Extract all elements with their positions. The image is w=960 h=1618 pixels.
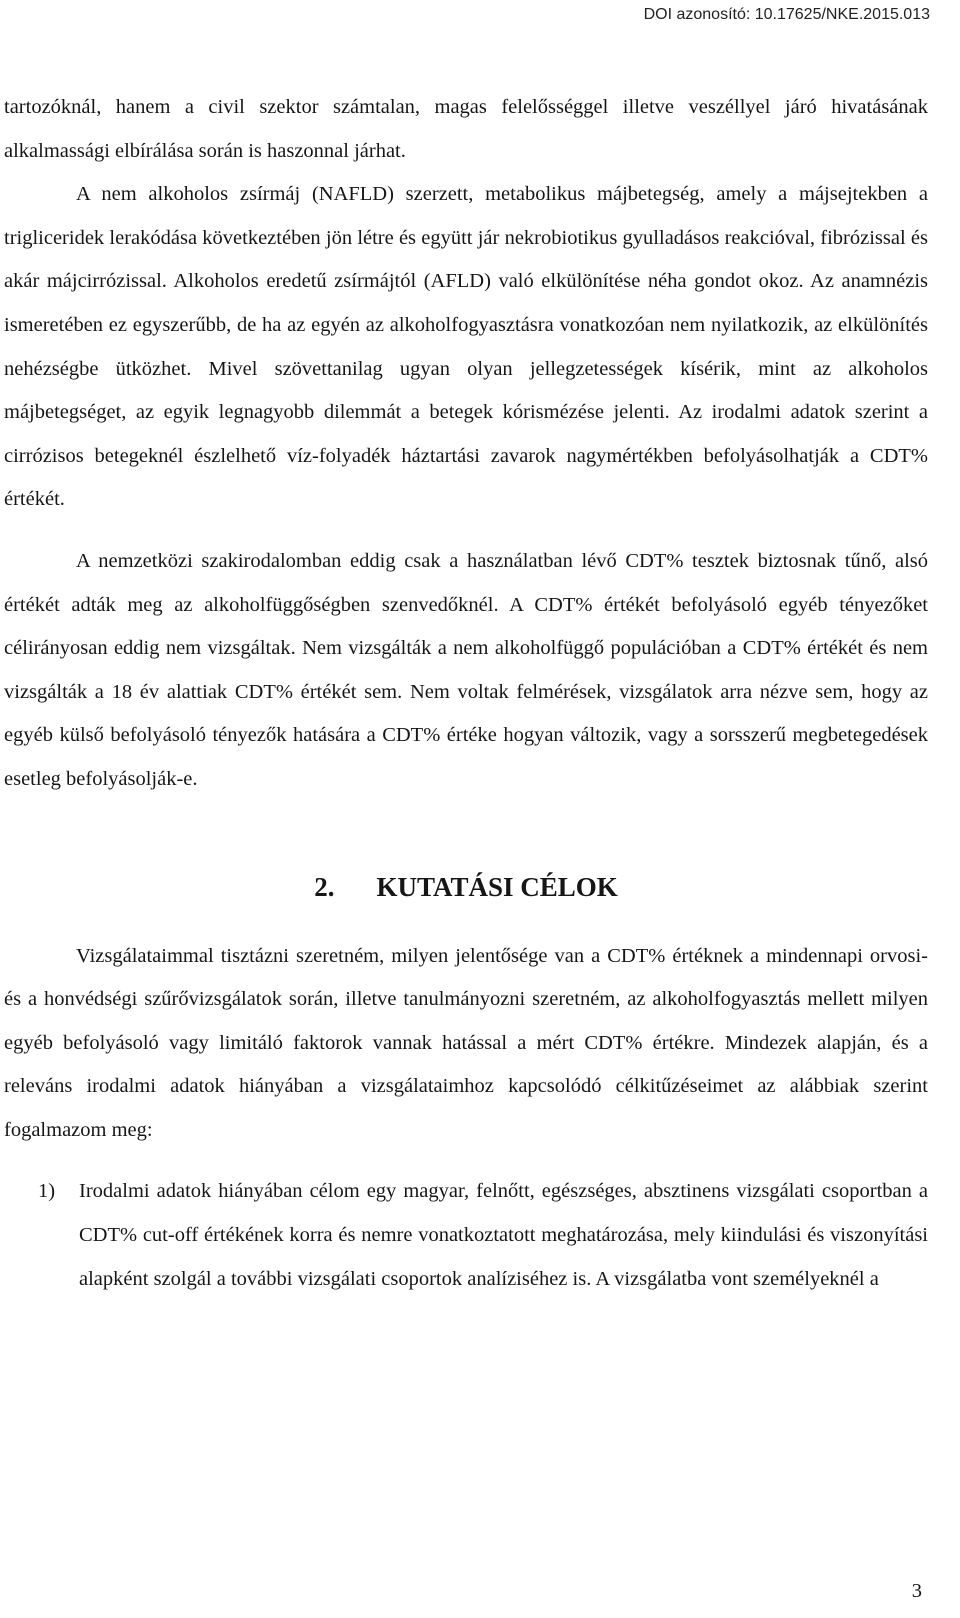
list-item-text: Irodalmi adatok hiányában célom egy magyar, felnőtt, egészséges, absztinens vizsgálati csoportban a CDT% cut-off értékének korra és nemre vonatkoztatott meghatározása, mely kiindulási és viszonyítási alapként szolgál a további vizsgálati csoportok analíziséhez is. A vizsgálatba vont személyeknél a xyxy=(79,1180,928,1290)
section-title: KUTATÁSI CÉLOK xyxy=(376,871,618,902)
list-marker: 1) xyxy=(38,1180,56,1203)
paragraph-nafld: A nem alkoholos zsírmáj (NAFLD) szerzett, metabolikus májbetegség, amely a májsejtekben a trigliceridek lerakódása következtében jön létre és együtt jár nekrobiotikus gyulladásos reakcióval, fibrózissal és akár májcirrózissal. Alkoholos eredetű zsírmájtól (AFLD) való elkülönítése néha gondot okoz. Az anamnézis ismeretében ez egyszerűbb, de ha az egyén az alkoholfogyasztásra vonatkozóan nem nyilatkozik, az elkülönítés nehézségbe ütközhet. Mivel szövettanilag ugyan olyan jellegzetességek kísérik, mint az alkoholos májbetegséget, az egyik legnagyobb dilemmát a betegek kórismézése jelenti. Az irodalmi adatok szerint a cirrózisos betegeknél észlelhető víz-folyadék háztartási zavarok nagymértékben befolyásolhatják a CDT% értékét. xyxy=(4,183,928,511)
section-heading xyxy=(4,866,928,909)
section-number: 2. xyxy=(314,871,335,902)
doi-header: DOI azonosító: 10.17625/NKE.2015.013 xyxy=(643,6,930,23)
paragraph-continuation: tartozóknál, hanem a civil szektor számtalan, magas felelősséggel illetve veszéllyel járó hivatásának alkalmassági elbírálása során is haszonnal járhat. xyxy=(4,96,928,162)
paragraph-objectives: Vizsgálataimmal tisztázni szeretném, milyen jelentősége van a CDT% értéknek a mindennapi orvosi- és a honvédségi szűrővizsgálatok során, illetve tanulmányozni szeretném, az alkoholfogyasztás mellett milyen egyéb befolyásoló vagy limitáló faktorok vannak hatással a mért CDT% értékre. Mindezek alapján, és a releváns irodalmi adatok hiányában a vizsgálataimhoz kapcsolódó célkitűzéseimet az alábbiak szerint fogalmazom meg: xyxy=(4,944,928,1141)
page-number: 3 xyxy=(911,1580,922,1602)
list-item xyxy=(4,1170,928,1301)
paragraph-literature: A nemzetközi szakirodalomban eddig csak a használatban lévő CDT% tesztek biztosnak tűnő, alsó értékét adták meg az alkoholfüggőségben szenvedőknél. A CDT% értékét befolyásoló egyéb tényezőket célirányosan eddig nem vizsgáltak. Nem vizsgálták a nem alkoholfüggő populációban a CDT% értékét és nem vizsgálták a 18 év alattiak CDT% értékét sem. Nem voltak felmérések, vizsgálatok arra nézve sem, hogy az egyéb külső befolyásoló tényezők hatására a CDT% értéke hogyan változik, vagy a sorsszerű megbetegedések esetleg befolyásolják-e. xyxy=(4,549,928,790)
document-body xyxy=(4,86,928,1301)
